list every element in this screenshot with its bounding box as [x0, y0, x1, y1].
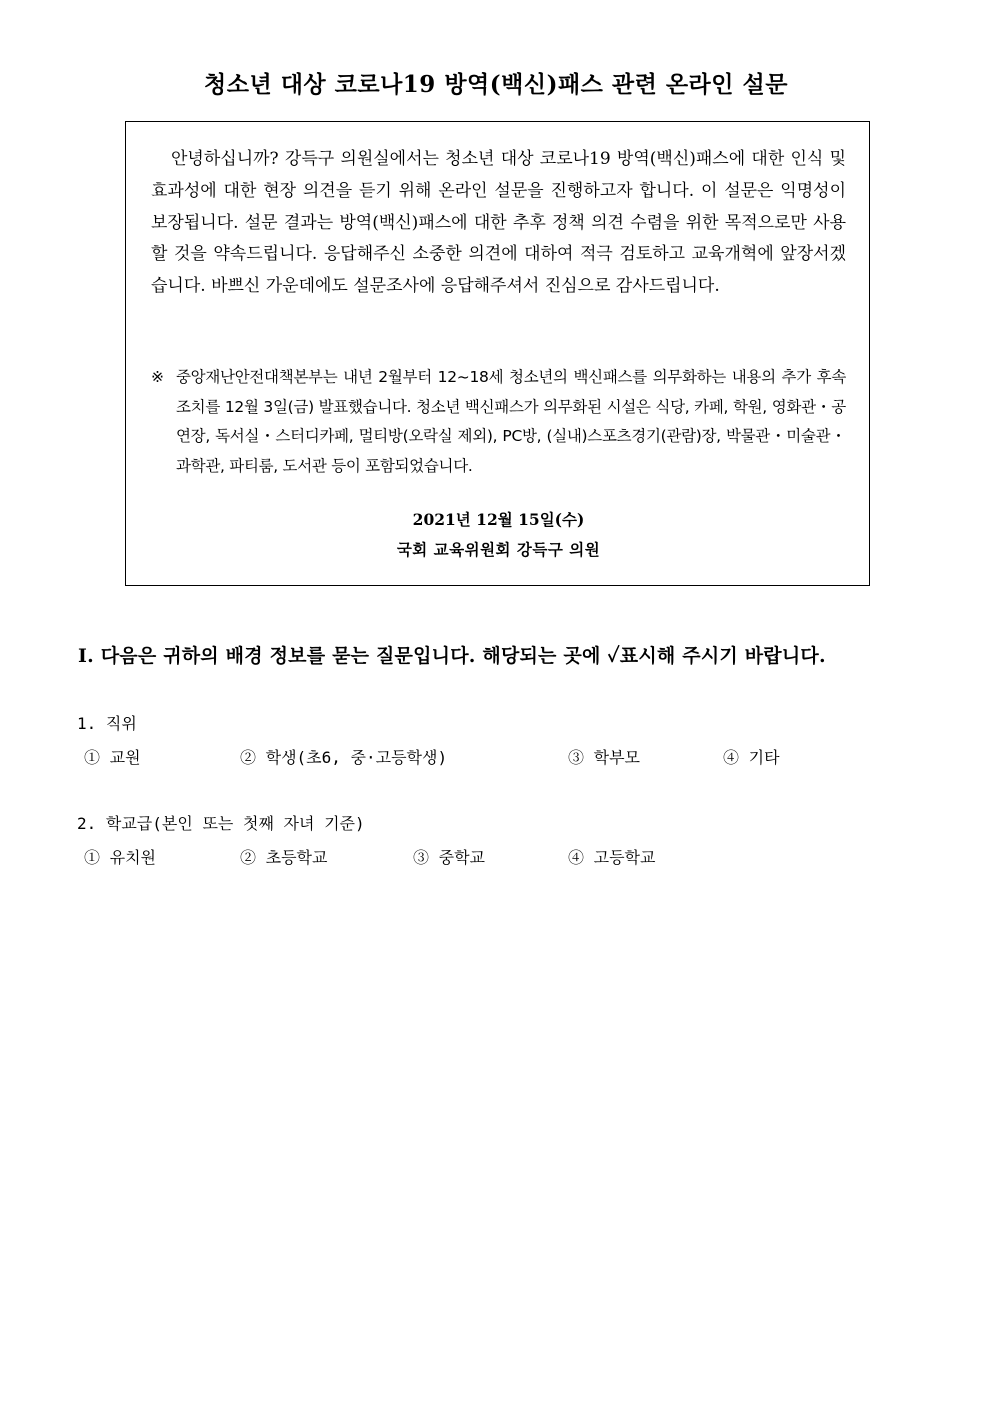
option-teacher[interactable]: ① 교원	[84, 748, 141, 767]
option-kindergarten[interactable]: ① 유치원	[84, 848, 157, 867]
reference-mark-icon: ※	[151, 368, 164, 386]
intro-paragraph: 안녕하십니까? 강득구 의원실에서는 청소년 대상 코로나19 방역(백신)패스에 대한 인식 및 효과성에 대한 현장 의견을 듣기 위해 온라인 설문을 진행하고자 합니다. 이 설문은 익명성이 보장됩니다. 설문 결과는 방역(백신)패스에 대한 추후 정책 의견 수렴을 위한 목적으로만 사용할 것을 약속드립니다. 응답해주신 소중한 의견에 대하여 적극 검토하고 교육개혁에 앞장서겠습니다. 바쁘신 가운데에도 설문조사에 응답해주셔서 진심으로 감사드립니다.	[151, 149, 846, 297]
section-heading: Ⅰ. 다음은 귀하의 배경 정보를 묻는 질문입니다. 해당되는 곳에 ✓표시해 주시기 바랍니다.	[78, 645, 826, 667]
notice-box	[125, 121, 870, 586]
notice-note	[151, 363, 846, 481]
question-position-label: 1. 직위	[77, 714, 137, 733]
option-middle-school[interactable]: ③ 중학교	[413, 848, 486, 867]
option-high-school[interactable]: ④ 고등학교	[568, 848, 656, 867]
option-parent[interactable]: ③ 학부모	[568, 748, 641, 767]
option-elementary-school[interactable]: ② 초등학교	[240, 848, 328, 867]
notice-date: 2021년 12월 15일(수)	[412, 510, 585, 529]
option-student[interactable]: ② 학생(초6, 중·고등학생)	[240, 748, 448, 767]
question-school-level-label: 2. 학교급(본인 또는 첫째 자녀 기준)	[77, 814, 365, 833]
notice-organization: 국회 교육위원회 강득구 의원	[396, 540, 601, 559]
option-other[interactable]: ④ 기타	[723, 748, 780, 767]
document-title: 청소년 대상 코로나19 방역(백신)패스 관련 온라인 설문	[204, 71, 788, 98]
note-text: 중앙재난안전대책본부는 내년 2월부터 12~18세 청소년의 백신패스를 의무화하는 내용의 추가 후속 조치를 12월 3일(금) 발표했습니다. 청소년 백신패스가 의무화된 시설은 식당, 카페, 학원, 영화관・공연장, 독서실・스터디카페, 멀티방(오락실 제외), PC방, (실내)스포츠경기(관람)장, 박물관・미술관・과학관, 파티룸, 도서관 등이 포함되었습니다.	[176, 368, 846, 475]
